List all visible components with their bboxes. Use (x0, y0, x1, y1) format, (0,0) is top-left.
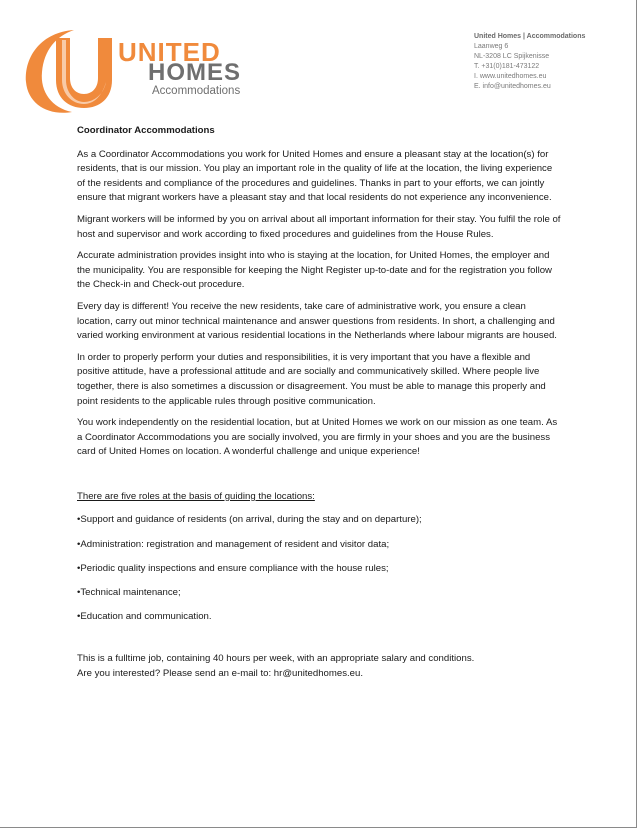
paragraph-every-day: Every day is different! You receive the new residents, take care of administrative work, you ensure a clean location, carry out minor technical maintenance and answer questions from residents. In short, a challenging and varied working environment at various residential locations in the Netherlands where labour migrants are housed. (77, 300, 557, 342)
paragraph-administration: Accurate administration provides insight into who is staying at the location, for United Homes, the employer and the municipality. You are responsible for keeping the Night Register up-to-date and for the registration you follow the Check-in and Check-out procedure. (77, 250, 552, 291)
company-address (474, 32, 585, 92)
logo-united-text: UNITED (118, 37, 221, 67)
role-item: •Technical maintenance; (77, 586, 181, 598)
role-item: •Support and guidance of residents (on arrival, during the stay and on departure); (77, 514, 422, 526)
address-company: United Homes | Accommodations (474, 33, 586, 40)
closing-hours: This is a fulltime job, containing 40 hours per week, with an appropriate salary and conditions. (77, 653, 475, 665)
roles-heading: There are five roles at the basis of guiding the locations: (77, 490, 315, 502)
paragraph-attitude: In order to properly perform your duties and responsibilities, it is very important that you have a flexible and positive attitude, have a professional attitude and are socially and communicatively skilled. Where people live together, there is also sometimes a discussion or disagreement. You must be able to manage this properly and point residents to the applicable rules through positive communication. (77, 351, 546, 407)
logo-u-mark (22, 26, 132, 116)
logo-homes-text: HOMES (148, 59, 242, 86)
paragraph-arrival: Migrant workers will be informed by you on arrival about all important information for their stay. You fulfil the role of host and supervisor and work according to fixed procedures and guidelines from the House Rules. (77, 213, 561, 240)
address-website: I. www.unitedhomes.eu (474, 73, 547, 80)
document-body (77, 124, 562, 689)
closing-contact: Are you interested? Please send an e-mail to: hr@unitedhomes.eu. (77, 668, 363, 680)
role-item: •Administration: registration and management of resident and visitor data; (77, 538, 390, 550)
address-phone: T. +31(0)181-473122 (474, 63, 540, 70)
paragraph-independent: You work independently on the residential location, but at United Homes we work on our mission as one team. As a Coordinator Accommodations you are socially involved, you are firmly in your shoes and you are the business card of United Homes on location. A wonderful challenge and unique experience! (77, 417, 558, 458)
address-email: E. info@unitedhomes.eu (474, 83, 551, 90)
document-title: Coordinator Accommodations (77, 125, 215, 136)
address-street: Laanweg 6 (474, 43, 509, 50)
united-homes-logo (22, 26, 252, 116)
paragraph-mission: As a Coordinator Accommodations you work for United Homes and ensure a pleasant stay at the location(s) for residents, that is our mission. You play an important role in the quality of life at the location, the living experience of the residents and compliance of the procedures and guidelines. Thanks in part to your efforts, we can jointly ensure that migrant workers have a pleasant stay and that local residents do not experience any inconvenience. (77, 148, 553, 204)
logo-tagline: Accommodations (152, 85, 241, 97)
role-item: •Education and communication. (77, 610, 212, 622)
address-city: NL-3208 LC Spijkenisse (474, 53, 550, 60)
role-item: •Periodic quality inspections and ensure compliance with the house rules; (77, 562, 389, 574)
